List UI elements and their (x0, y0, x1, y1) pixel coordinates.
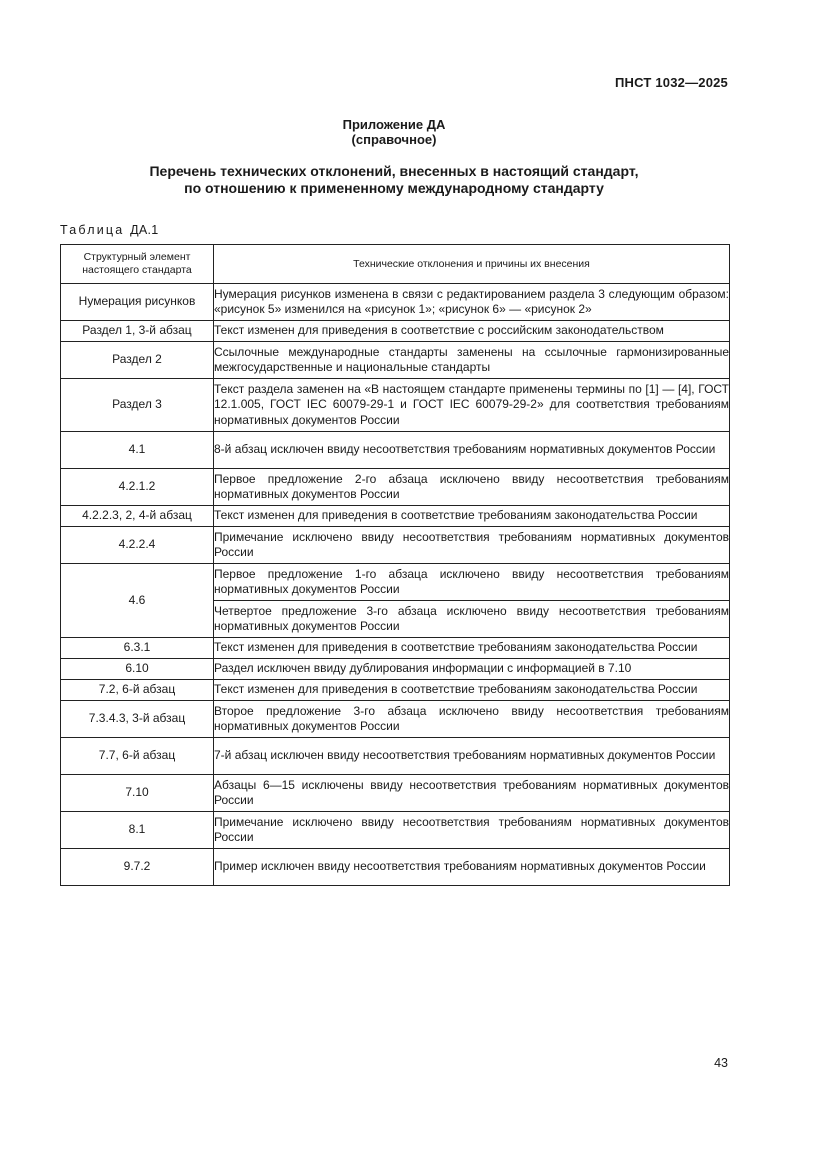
deviation-cell: Раздел исключен ввиду дублирования информации с информацией в 7.10 (214, 659, 730, 680)
element-cell: Раздел 1, 3-й абзац (61, 321, 214, 342)
element-cell: Нумерация рисунков (61, 284, 214, 321)
table-row (61, 342, 730, 379)
document-code: ПНСТ 1032—2025 (615, 75, 728, 90)
element-cell: 9.7.2 (61, 849, 214, 886)
element-cell: 4.2.2.4 (61, 527, 214, 564)
deviation-cell: Второе предложение 3-го абзаца исключено ввиду несоответствия требованиям нормативных документов России (214, 701, 730, 738)
table-row (61, 284, 730, 321)
table-row (61, 680, 730, 701)
deviation-cell: Примечание исключено ввиду несоответствия требованиям нормативных документов России (214, 812, 730, 849)
table-row (61, 506, 730, 527)
element-cell: 4.2.1.2 (61, 469, 214, 506)
table-row (61, 321, 730, 342)
table-row (61, 527, 730, 564)
element-cell: 7.2, 6-й абзац (61, 680, 214, 701)
deviations-table (60, 244, 730, 886)
element-cell: 6.3.1 (61, 638, 214, 659)
annex-title-block (0, 117, 788, 147)
element-cell: 4.1 (61, 432, 214, 469)
table-row (61, 564, 730, 601)
deviation-cell: Текст изменен для приведения в соответствие требованиям законодательства России (214, 680, 730, 701)
table-row (61, 701, 730, 738)
table-row (61, 379, 730, 432)
column-header-element: Структурный элемент настоящего стандарта (61, 245, 214, 284)
column-header-deviations: Технические отклонения и причины их внесения (214, 245, 730, 284)
deviation-cell: Ссылочные международные стандарты заменены на ссылочные гармонизированные межгосударственные и национальные стандарты (214, 342, 730, 379)
annex-heading-line-2: по отношению к примененному международному стандарту (184, 180, 604, 196)
table-row (61, 432, 730, 469)
table-row (61, 812, 730, 849)
table-row (61, 775, 730, 812)
element-cell: 4.6 (61, 564, 214, 638)
element-cell: 7.7, 6-й абзац (61, 738, 214, 775)
element-cell: Раздел 3 (61, 379, 214, 432)
table-row (61, 469, 730, 506)
element-cell: Раздел 2 (61, 342, 214, 379)
deviation-cell: Первое предложение 1-го абзаца исключено ввиду несоответствия требованиям нормативных документов России (214, 564, 730, 601)
deviation-cell: Первое предложение 2-го абзаца исключено ввиду несоответствия требованиям нормативных документов России (214, 469, 730, 506)
table-row (61, 638, 730, 659)
annex-subtitle: (справочное) (351, 132, 437, 147)
element-cell: 8.1 (61, 812, 214, 849)
page-number: 43 (714, 1056, 728, 1070)
annex-heading (0, 163, 788, 197)
table-row (61, 659, 730, 680)
table-caption-label: Таблица (60, 223, 125, 237)
deviation-cell: Примечание исключено ввиду несоответствия требованиям нормативных документов России (214, 527, 730, 564)
deviation-cell: 7-й абзац исключен ввиду несоответствия требованиям нормативных документов России (214, 738, 730, 775)
element-cell: 6.10 (61, 659, 214, 680)
table-caption (60, 223, 159, 237)
deviation-cell: Нумерация рисунков изменена в связи с редактированием раздела 3 следующим образом: «рисунок 5» изменился на «рисунок 1»; «рисунок 6» — «рисунок 2» (214, 284, 730, 321)
deviation-cell: Абзацы 6—15 исключены ввиду несоответствия требованиям нормативных документов России (214, 775, 730, 812)
element-cell: 7.10 (61, 775, 214, 812)
deviation-cell: Пример исключен ввиду несоответствия требованиям нормативных документов России (214, 849, 730, 886)
annex-title: Приложение ДА (342, 117, 446, 132)
table-caption-number: ДА.1 (130, 223, 159, 237)
element-cell: 7.3.4.3, 3-й абзац (61, 701, 214, 738)
table-header-row (61, 245, 730, 284)
deviation-cell: Текст изменен для приведения в соответствие требованиям законодательства России (214, 638, 730, 659)
annex-heading-line-1: Перечень технических отклонений, внесенных в настоящий стандарт, (149, 163, 639, 179)
element-cell: 4.2.2.3, 2, 4-й абзац (61, 506, 214, 527)
deviation-cell: 8-й абзац исключен ввиду несоответствия требованиям нормативных документов России (214, 432, 730, 469)
deviation-cell: Четвертое предложение 3-го абзаца исключено ввиду несоответствия требованиям нормативных документов России (214, 601, 730, 638)
deviation-cell: Текст раздела заменен на «В настоящем стандарте применены термины по [1] — [4], ГОСТ 12.1.005, ГОСТ IEC 60079-29-1 и ГОСТ IEC 60079-29-2» для соответствия требованиям нормативных документов России (214, 379, 730, 432)
deviation-cell: Текст изменен для приведения в соответствие с российским законодательством (214, 321, 730, 342)
table-row (61, 738, 730, 775)
deviation-cell: Текст изменен для приведения в соответствие требованиям законодательства России (214, 506, 730, 527)
table-row (61, 849, 730, 886)
